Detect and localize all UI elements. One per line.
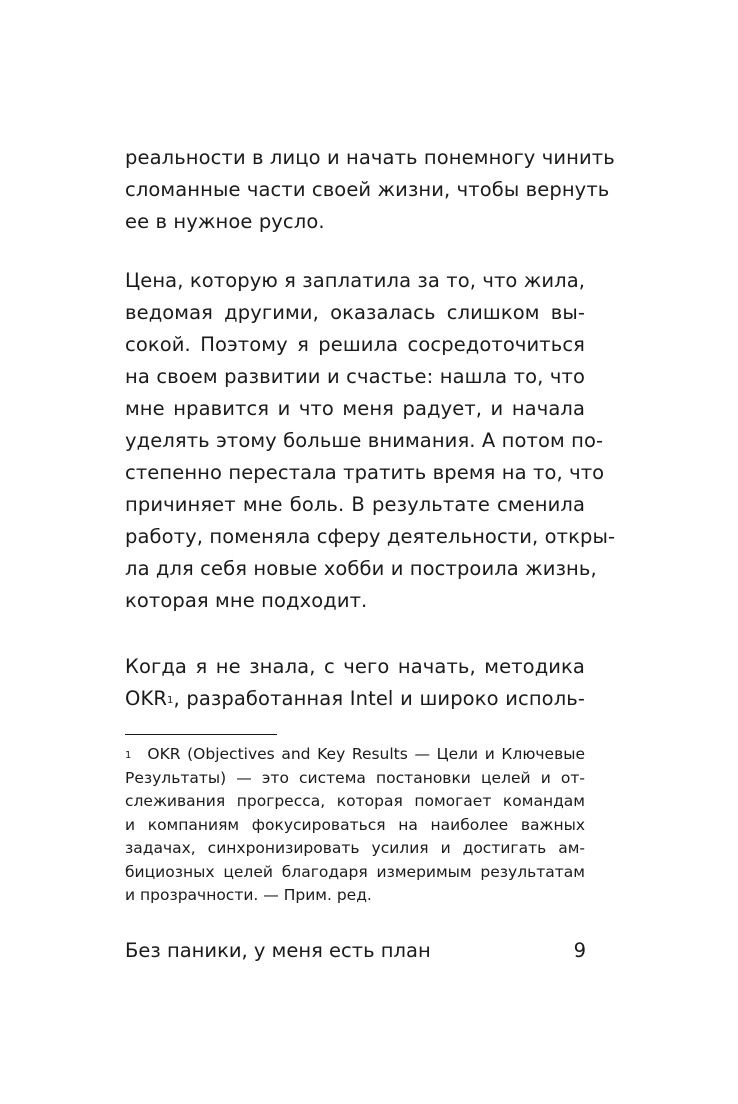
footnote-separator: [125, 734, 277, 735]
text-line: причиняет мне боль. В результате сменила: [125, 493, 585, 516]
footnote-line: слеживания прогресса, которая помогает командам: [125, 792, 585, 810]
footnote-text: OKR (Objectives and Key Results — Цели и Ключевые: [147, 745, 585, 763]
text-line: сокой. Поэтому я решила сосредоточиться: [125, 333, 585, 356]
paragraph-1: [125, 142, 615, 238]
text-line: степенно перестала тратить время на то, что: [125, 461, 605, 484]
text-line: мне нравится и что меня радует, и начала: [125, 397, 585, 420]
footnote-line: Результаты) — это система постановки целей и от-: [125, 768, 585, 787]
footnote-line: [125, 743, 585, 767]
footnote-marker: 1: [125, 750, 132, 761]
paragraph-2: [125, 265, 616, 617]
text-line: работу, поменяла сферу деятельности, откры-: [125, 525, 616, 548]
text-line-with-footnote-ref: [125, 683, 585, 715]
text-line: которая мне подходит.: [125, 589, 368, 612]
paragraph-3: [125, 651, 585, 715]
footnote-line: и компаниям фокусироваться на наиболее важных: [125, 815, 585, 834]
text-line: реальности в лицо и начать понемногу чинить: [125, 146, 615, 169]
text-line: ее в нужное русло.: [125, 210, 325, 233]
footnote-reference[interactable]: 1: [167, 695, 174, 706]
okr-term: OKR: [125, 687, 167, 710]
text-line: ведомая другими, оказалась слишком вы-: [125, 301, 585, 324]
running-footer-title: Без паники, у меня есть план: [125, 939, 431, 962]
footnote-line: задачах, синхронизировать усилия и достигать ам-: [125, 839, 585, 857]
footnote-line: бициозных целей благодаря измеримым результатам: [125, 862, 585, 881]
text-line: ла для себя новые хобби и построила жизнь,: [125, 557, 597, 580]
text-line: уделять этому больше внимания. А потом по-: [125, 429, 604, 452]
text-line: Цена, которую я заплатила за то, что жила,: [125, 269, 586, 292]
footnote-line: и прозрачности. — Прим. ред.: [125, 886, 372, 904]
page-number: 9: [573, 939, 586, 962]
text-line: на своем развитии и счастье: нашла то, что: [125, 365, 585, 388]
footnote: [125, 743, 585, 908]
text-line: Когда я не знала, с чего начать, методика: [125, 655, 585, 678]
text-line-continuation: , разработанная Intel и широко исполь-: [173, 687, 585, 710]
text-line: сломанные части своей жизни, чтобы вернуть: [125, 178, 610, 201]
